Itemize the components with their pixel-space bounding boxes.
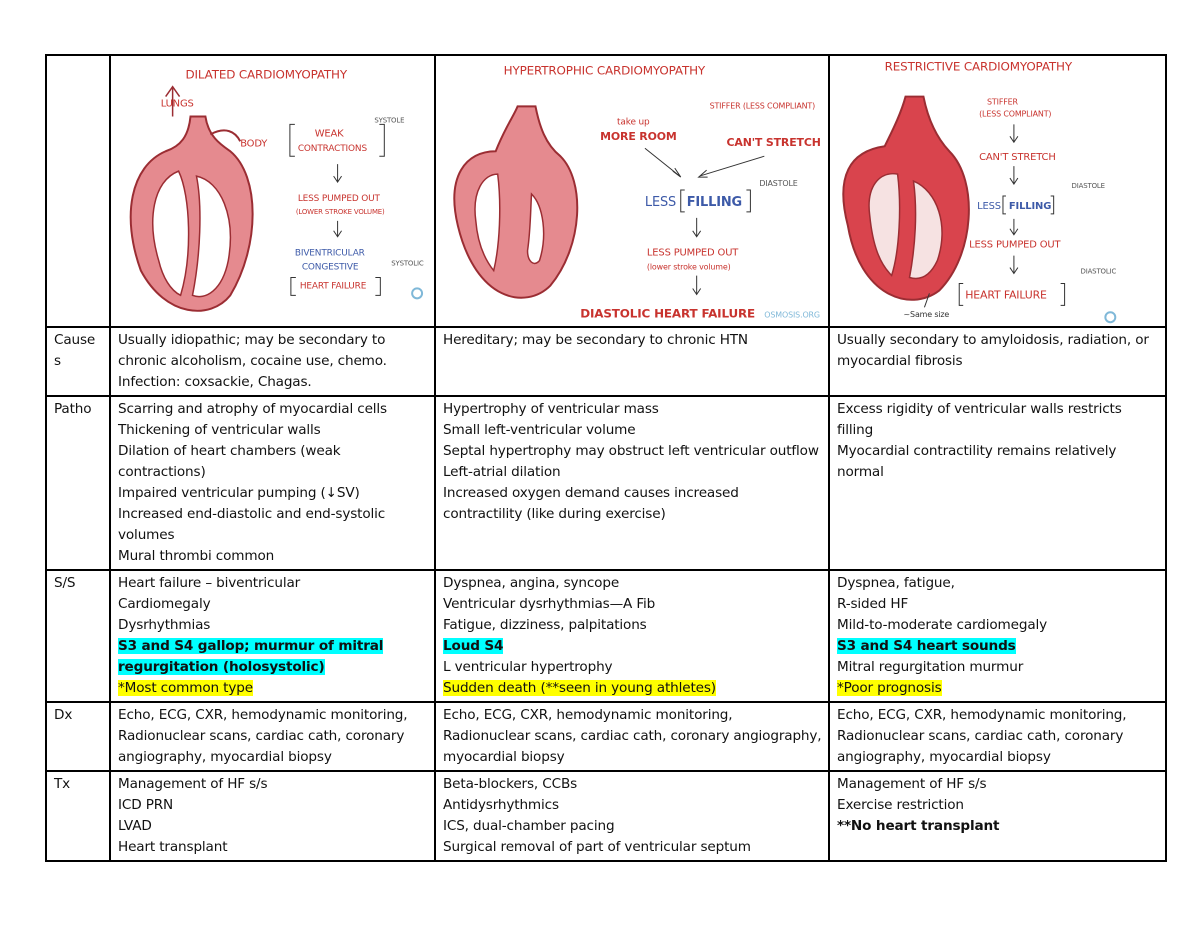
cell-line bbox=[443, 657, 822, 678]
cell-text: Usually secondary to amyloidosis, radiation, or myocardial fibrosis bbox=[837, 332, 1149, 369]
cell-line bbox=[443, 573, 822, 594]
stiffer-label-r: STIFFER bbox=[987, 97, 1018, 107]
same-size-label: ~Same size bbox=[903, 310, 950, 320]
cell-text: Sudden death (**seen in young athletes) bbox=[443, 680, 716, 696]
cell-text: Infection: coxsackie, Chagas. bbox=[118, 374, 312, 390]
osmosis-logo-icon-r bbox=[1105, 312, 1115, 322]
cell-text: Surgical removal of part of ventricular septum bbox=[443, 839, 751, 855]
diastolic-label-r: DIASTOLIC bbox=[1080, 267, 1117, 276]
table-cell bbox=[435, 771, 829, 861]
cell-text: *Poor prognosis bbox=[837, 680, 942, 696]
cell-text: Impaired ventricular pumping (↓SV) bbox=[118, 485, 360, 501]
systole-label: SYSTOLE bbox=[374, 116, 405, 125]
cell-line bbox=[443, 795, 822, 816]
cell-line bbox=[837, 330, 1159, 372]
cell-line bbox=[837, 795, 1159, 816]
cell-text: R-sided HF bbox=[837, 596, 909, 612]
cell-line bbox=[837, 594, 1159, 615]
less-pumped-label-r: LESS PUMPED OUT bbox=[969, 239, 1061, 251]
cell-line bbox=[443, 816, 822, 837]
cell-text: Management of HF s/s bbox=[837, 776, 987, 792]
cell-text: Fatigue, dizziness, palpitations bbox=[443, 617, 647, 633]
cell-line bbox=[118, 816, 428, 837]
hypertrophic-illustration-cell bbox=[435, 55, 829, 327]
cell-line bbox=[118, 504, 428, 546]
diastolic-heart-failure-label: DIASTOLIC HEART FAILURE bbox=[580, 306, 756, 321]
cell-text: Septal hypertrophy may obstruct left ventricular outflow bbox=[443, 443, 819, 459]
table-cell bbox=[829, 327, 1166, 396]
cell-line bbox=[118, 636, 428, 678]
cell-text: ICS, dual-chamber pacing bbox=[443, 818, 615, 834]
table-cell bbox=[110, 396, 435, 570]
cell-line bbox=[443, 420, 822, 441]
hypertrophic-title: HYPERTROPHIC CARDIOMYOPATHY bbox=[503, 63, 706, 78]
row-label: Cause s bbox=[46, 327, 110, 396]
table-cell bbox=[829, 570, 1166, 702]
cell-text: Cardiomegaly bbox=[118, 596, 211, 612]
cell-line bbox=[837, 816, 1159, 837]
table-cell bbox=[110, 702, 435, 771]
cell-line bbox=[118, 372, 428, 393]
row-label: S/S bbox=[46, 570, 110, 702]
cell-text: Increased oxygen demand causes increased contractility (like during exercise) bbox=[443, 485, 739, 522]
cell-text: Dyspnea, fatigue, bbox=[837, 575, 955, 591]
heart-failure-label: HEART FAILURE bbox=[299, 281, 367, 292]
cell-text: ICD PRN bbox=[118, 797, 174, 813]
illustration-row bbox=[46, 55, 1166, 327]
table-cell bbox=[435, 570, 829, 702]
cell-line bbox=[118, 420, 428, 441]
cell-text: Echo, ECG, CXR, hemodynamic monitoring, Radionuclear scans, cardiac cath, coronary angiography, myocardial biopsy bbox=[443, 707, 822, 765]
body-label: BODY bbox=[240, 138, 268, 150]
cell-line bbox=[443, 441, 822, 462]
cell-text: Scarring and atrophy of myocardial cells bbox=[118, 401, 387, 417]
cell-text: Ventricular dysrhythmias—A Fib bbox=[443, 596, 656, 612]
weak-label: WEAK bbox=[314, 128, 344, 140]
osmosis-watermark: OSMOSIS.ORG bbox=[764, 310, 820, 320]
restrictive-illustration-cell bbox=[829, 55, 1166, 327]
cell-text: Mitral regurgitation murmur bbox=[837, 659, 1024, 675]
cell-text: Dyspnea, angina, syncope bbox=[443, 575, 620, 591]
cell-line bbox=[118, 774, 428, 795]
lungs-label: LUNGS bbox=[160, 98, 194, 110]
cell-line bbox=[443, 774, 822, 795]
hypertrophic-heart-illustration bbox=[436, 56, 828, 326]
lower-sv-label-h: (lower stroke volume) bbox=[646, 262, 731, 272]
cell-text: *Most common type bbox=[118, 680, 253, 696]
cell-line bbox=[837, 615, 1159, 636]
cell-line bbox=[118, 483, 428, 504]
cell-line bbox=[443, 615, 822, 636]
restrictive-title: RESTRICTIVE CARDIOMYOPATHY bbox=[884, 59, 1072, 74]
systolic-label: SYSTOLIC bbox=[391, 259, 424, 268]
cell-line bbox=[837, 657, 1159, 678]
dilated-illustration-cell bbox=[110, 55, 435, 327]
dilated-title: DILATED CARDIOMYOPATHY bbox=[185, 67, 348, 82]
cell-text: LVAD bbox=[118, 818, 152, 834]
cell-text: Dysrhythmias bbox=[118, 617, 211, 633]
cell-text: Thickening of ventricular walls bbox=[118, 422, 321, 438]
cell-line bbox=[837, 399, 1159, 441]
table-cell bbox=[435, 396, 829, 570]
cell-text: S3 and S4 gallop; murmur of mitral regurgitation (holosystolic) bbox=[118, 638, 384, 675]
heart-failure-label-r: HEART FAILURE bbox=[965, 288, 1047, 302]
cell-text: Loud S4 bbox=[443, 638, 504, 654]
table-cell bbox=[829, 702, 1166, 771]
osmosis-logo-icon bbox=[412, 288, 422, 298]
cell-line bbox=[837, 705, 1159, 768]
corner-cell bbox=[46, 55, 110, 327]
table-row bbox=[46, 570, 1166, 702]
table-row bbox=[46, 702, 1166, 771]
cell-text: Hypertrophy of ventricular mass bbox=[443, 401, 659, 417]
cell-text: Heart failure – biventricular bbox=[118, 575, 301, 591]
cell-line bbox=[443, 594, 822, 615]
cell-line bbox=[118, 441, 428, 483]
cell-text: Mural thrombi common bbox=[118, 548, 275, 564]
cell-text: Hereditary; may be secondary to chronic HTN bbox=[443, 332, 748, 348]
cell-text: Echo, ECG, CXR, hemodynamic monitoring, Radionuclear scans, cardiac cath, coronary angiography, myocardial biopsy bbox=[837, 707, 1127, 765]
diastole-label: DIASTOLE bbox=[759, 179, 798, 189]
cant-stretch-label: CAN'T STRETCH bbox=[726, 136, 821, 150]
cell-text: Usually idiopathic; may be secondary to chronic alcoholism, cocaine use, chemo. bbox=[118, 332, 387, 369]
cell-line bbox=[118, 546, 428, 567]
cell-text: Echo, ECG, CXR, hemodynamic monitoring, Radionuclear scans, cardiac cath, coronary angiography, myocardial biopsy bbox=[118, 707, 408, 765]
more-room-label: MORE ROOM bbox=[600, 130, 677, 144]
cell-text: Myocardial contractility remains relatively normal bbox=[837, 443, 1117, 480]
cell-line bbox=[118, 705, 428, 768]
cell-text: L ventricular hypertrophy bbox=[443, 659, 613, 675]
cell-text: Management of HF s/s bbox=[118, 776, 268, 792]
less-label: LESS bbox=[644, 194, 677, 210]
cardiomyopathy-comparison-table bbox=[45, 54, 1167, 862]
cant-stretch-label-r: CAN'T STRETCH bbox=[979, 152, 1056, 164]
table-cell bbox=[435, 327, 829, 396]
row-label: Patho bbox=[46, 396, 110, 570]
cell-text: Mild-to-moderate cardiomegaly bbox=[837, 617, 1048, 633]
table-cell bbox=[110, 570, 435, 702]
table-row bbox=[46, 771, 1166, 861]
less-compliant-label: (LESS COMPLIANT) bbox=[979, 109, 1052, 119]
cell-line bbox=[837, 441, 1159, 483]
dilated-heart-illustration bbox=[111, 56, 434, 326]
cell-line bbox=[443, 483, 822, 525]
less-pumped-label: LESS PUMPED OUT bbox=[297, 193, 380, 204]
cell-line bbox=[118, 573, 428, 594]
cell-text: Beta-blockers, CCBs bbox=[443, 776, 578, 792]
lower-sv-label: (LOWER STROKE VOLUME) bbox=[295, 207, 385, 216]
diastole-label-r: DIASTOLE bbox=[1071, 182, 1105, 191]
cell-line bbox=[443, 705, 822, 768]
table-cell bbox=[110, 327, 435, 396]
cell-text: **No heart transplant bbox=[837, 818, 1000, 834]
cell-line bbox=[443, 678, 822, 699]
table-row bbox=[46, 396, 1166, 570]
cell-line bbox=[443, 462, 822, 483]
cell-line bbox=[118, 399, 428, 420]
cell-line bbox=[837, 573, 1159, 594]
congestive-label: CONGESTIVE bbox=[301, 262, 359, 273]
cell-line bbox=[443, 837, 822, 858]
cell-text: Heart transplant bbox=[118, 839, 228, 855]
cell-text: Exercise restriction bbox=[837, 797, 964, 813]
stiffer-label: STIFFER (LESS COMPLIANT) bbox=[709, 101, 816, 111]
cell-line bbox=[118, 594, 428, 615]
less-label-r: LESS bbox=[977, 200, 1001, 212]
table-cell bbox=[435, 702, 829, 771]
table-cell bbox=[829, 771, 1166, 861]
row-label: Dx bbox=[46, 702, 110, 771]
cell-line bbox=[443, 636, 822, 657]
cell-text: Dilation of heart chambers (weak contractions) bbox=[118, 443, 341, 480]
table-cell bbox=[110, 771, 435, 861]
cell-line bbox=[443, 330, 822, 351]
filling-label-r: FILLING bbox=[1008, 200, 1052, 212]
cell-line bbox=[118, 615, 428, 636]
cell-line bbox=[837, 678, 1159, 699]
biventricular-label: BIVENTRICULAR bbox=[294, 248, 365, 259]
cell-line bbox=[118, 678, 428, 699]
cell-line bbox=[118, 795, 428, 816]
cell-text: Left-atrial dilation bbox=[443, 464, 561, 480]
take-up-label: take up bbox=[617, 117, 650, 128]
cell-text: S3 and S4 heart sounds bbox=[837, 638, 1016, 654]
cell-text: Increased end-diastolic and end-systolic volumes bbox=[118, 506, 386, 543]
cell-line bbox=[837, 774, 1159, 795]
contractions-label: CONTRACTIONS bbox=[297, 144, 368, 155]
cell-line bbox=[118, 837, 428, 858]
table-row bbox=[46, 327, 1166, 396]
cell-line bbox=[118, 330, 428, 372]
row-label: Tx bbox=[46, 771, 110, 861]
less-pumped-label-h: LESS PUMPED OUT bbox=[646, 247, 739, 259]
table-cell bbox=[829, 396, 1166, 570]
cell-text: Excess rigidity of ventricular walls restricts filling bbox=[837, 401, 1122, 438]
cell-line bbox=[443, 399, 822, 420]
cell-line bbox=[837, 636, 1159, 657]
restrictive-heart-illustration bbox=[830, 56, 1165, 326]
cell-text: Antidysrhythmics bbox=[443, 797, 559, 813]
cell-text: Small left-ventricular volume bbox=[443, 422, 636, 438]
filling-label: FILLING bbox=[686, 194, 743, 210]
